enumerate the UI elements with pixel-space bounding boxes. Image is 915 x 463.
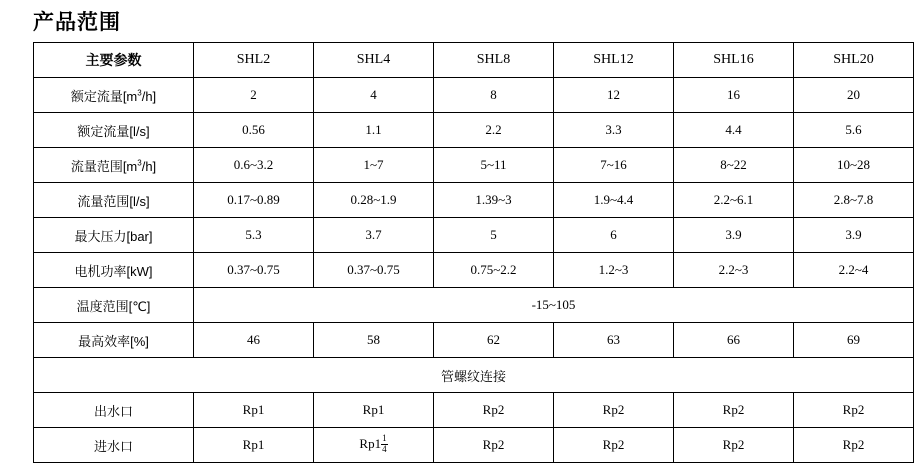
cell-value: Rp2 — [794, 428, 914, 463]
cell-value: 12 — [554, 78, 674, 113]
row-label-max-efficiency: 最高效率[%] — [34, 323, 194, 358]
spec-table-container — [33, 42, 881, 463]
cell-value: 0.75~2.2 — [434, 253, 554, 288]
table-row — [34, 428, 914, 463]
cell-value: 2 — [194, 78, 314, 113]
cell-value: 62 — [434, 323, 554, 358]
row-label-rated-flow-ls: 额定流量[l/s] — [34, 113, 194, 148]
table-row — [34, 113, 914, 148]
cell-value: 1.39~3 — [434, 183, 554, 218]
cell-value: 6 — [554, 218, 674, 253]
cell-value: 16 — [674, 78, 794, 113]
cell-value: Rp1 — [194, 393, 314, 428]
row-label-max-pressure: 最大压力[bar] — [34, 218, 194, 253]
cell-value: Rp2 — [674, 393, 794, 428]
cell-value: 1.9~4.4 — [554, 183, 674, 218]
cell-value: 0.17~0.89 — [194, 183, 314, 218]
page-title: 产品范围 — [33, 11, 121, 34]
table-row — [34, 183, 914, 218]
table-row — [34, 148, 914, 183]
cell-value: 5 — [434, 218, 554, 253]
cell-value: Rp2 — [674, 428, 794, 463]
cell-value: 20 — [794, 78, 914, 113]
row-label-flow-range-m3h — [34, 148, 194, 183]
cell-value: 2.2~6.1 — [674, 183, 794, 218]
cell-value: 7~16 — [554, 148, 674, 183]
cell-value: 5.3 — [194, 218, 314, 253]
column-header-shl2: SHL2 — [194, 43, 314, 78]
row-label-rated-flow-m3h — [34, 78, 194, 113]
cell-value: 5.6 — [794, 113, 914, 148]
cell-value: 4 — [314, 78, 434, 113]
row-label-temperature-range: 温度范围[℃] — [34, 288, 194, 323]
column-header-shl4: SHL4 — [314, 43, 434, 78]
cell-value: 0.6~3.2 — [194, 148, 314, 183]
cell-value: 3.9 — [674, 218, 794, 253]
row-label-inlet: 进水口 — [34, 428, 194, 463]
row-label-tail: /h] — [141, 88, 157, 104]
fraction-denominator: 4 — [382, 443, 387, 454]
row-label-text: 额定流量[m — [70, 88, 138, 104]
row-label-tail: /h] — [141, 158, 157, 174]
cell-value: 0.56 — [194, 113, 314, 148]
cell-value: 66 — [674, 323, 794, 358]
table-row — [34, 323, 914, 358]
column-header-shl20: SHL20 — [794, 43, 914, 78]
cell-value: 58 — [314, 323, 434, 358]
cell-value: 1~7 — [314, 148, 434, 183]
table-header-row — [34, 43, 914, 78]
cell-value: Rp2 — [554, 428, 674, 463]
section-label-pipe-thread-connection: 管螺纹连接 — [34, 358, 914, 393]
column-header-param: 主要参数 — [34, 43, 194, 78]
cell-value: 8~22 — [674, 148, 794, 183]
cell-value: Rp2 — [434, 428, 554, 463]
column-header-shl16: SHL16 — [674, 43, 794, 78]
cell-value: 1.2~3 — [554, 253, 674, 288]
row-label-motor-power: 电机功率[kW] — [34, 253, 194, 288]
table-row — [34, 78, 914, 113]
table-row — [34, 218, 914, 253]
cell-value-merged-temperature: -15~105 — [194, 288, 914, 323]
cell-value: 63 — [554, 323, 674, 358]
row-label-text: 流量范围[m — [70, 158, 138, 174]
cell-value: 0.37~0.75 — [194, 253, 314, 288]
product-range-table — [33, 42, 914, 463]
row-label-flow-range-ls: 流量范围[l/s] — [34, 183, 194, 218]
cell-value: Rp1 — [314, 393, 434, 428]
cell-value: 3.3 — [554, 113, 674, 148]
cell-value: 2.8~7.8 — [794, 183, 914, 218]
cell-value: 0.37~0.75 — [314, 253, 434, 288]
cell-value: 4.4 — [674, 113, 794, 148]
superscript: 3 — [137, 158, 142, 168]
fraction-numerator: 1 — [382, 433, 387, 444]
cell-value: 0.28~1.9 — [314, 183, 434, 218]
table-row — [34, 358, 914, 393]
fraction — [381, 434, 388, 454]
cell-value: 8 — [434, 78, 554, 113]
table-row — [34, 253, 914, 288]
cell-value: Rp2 — [434, 393, 554, 428]
cell-value: 3.9 — [794, 218, 914, 253]
cell-value: 69 — [794, 323, 914, 358]
cell-value: 1.1 — [314, 113, 434, 148]
table-row — [34, 288, 914, 323]
table-row — [34, 393, 914, 428]
cell-value: 46 — [194, 323, 314, 358]
cell-value: 3.7 — [314, 218, 434, 253]
column-header-shl12: SHL12 — [554, 43, 674, 78]
cell-value: 5~11 — [434, 148, 554, 183]
cell-value-fraction — [314, 428, 434, 463]
cell-value: 2.2~3 — [674, 253, 794, 288]
cell-value: Rp2 — [554, 393, 674, 428]
column-header-shl8: SHL8 — [434, 43, 554, 78]
cell-value: 2.2 — [434, 113, 554, 148]
cell-value: Rp2 — [794, 393, 914, 428]
cell-value: 2.2~4 — [794, 253, 914, 288]
cell-value: Rp1 — [194, 428, 314, 463]
row-label-outlet: 出水口 — [34, 393, 194, 428]
superscript: 3 — [137, 88, 142, 98]
cell-value: 10~28 — [794, 148, 914, 183]
fraction-base: Rp1 — [359, 435, 382, 451]
